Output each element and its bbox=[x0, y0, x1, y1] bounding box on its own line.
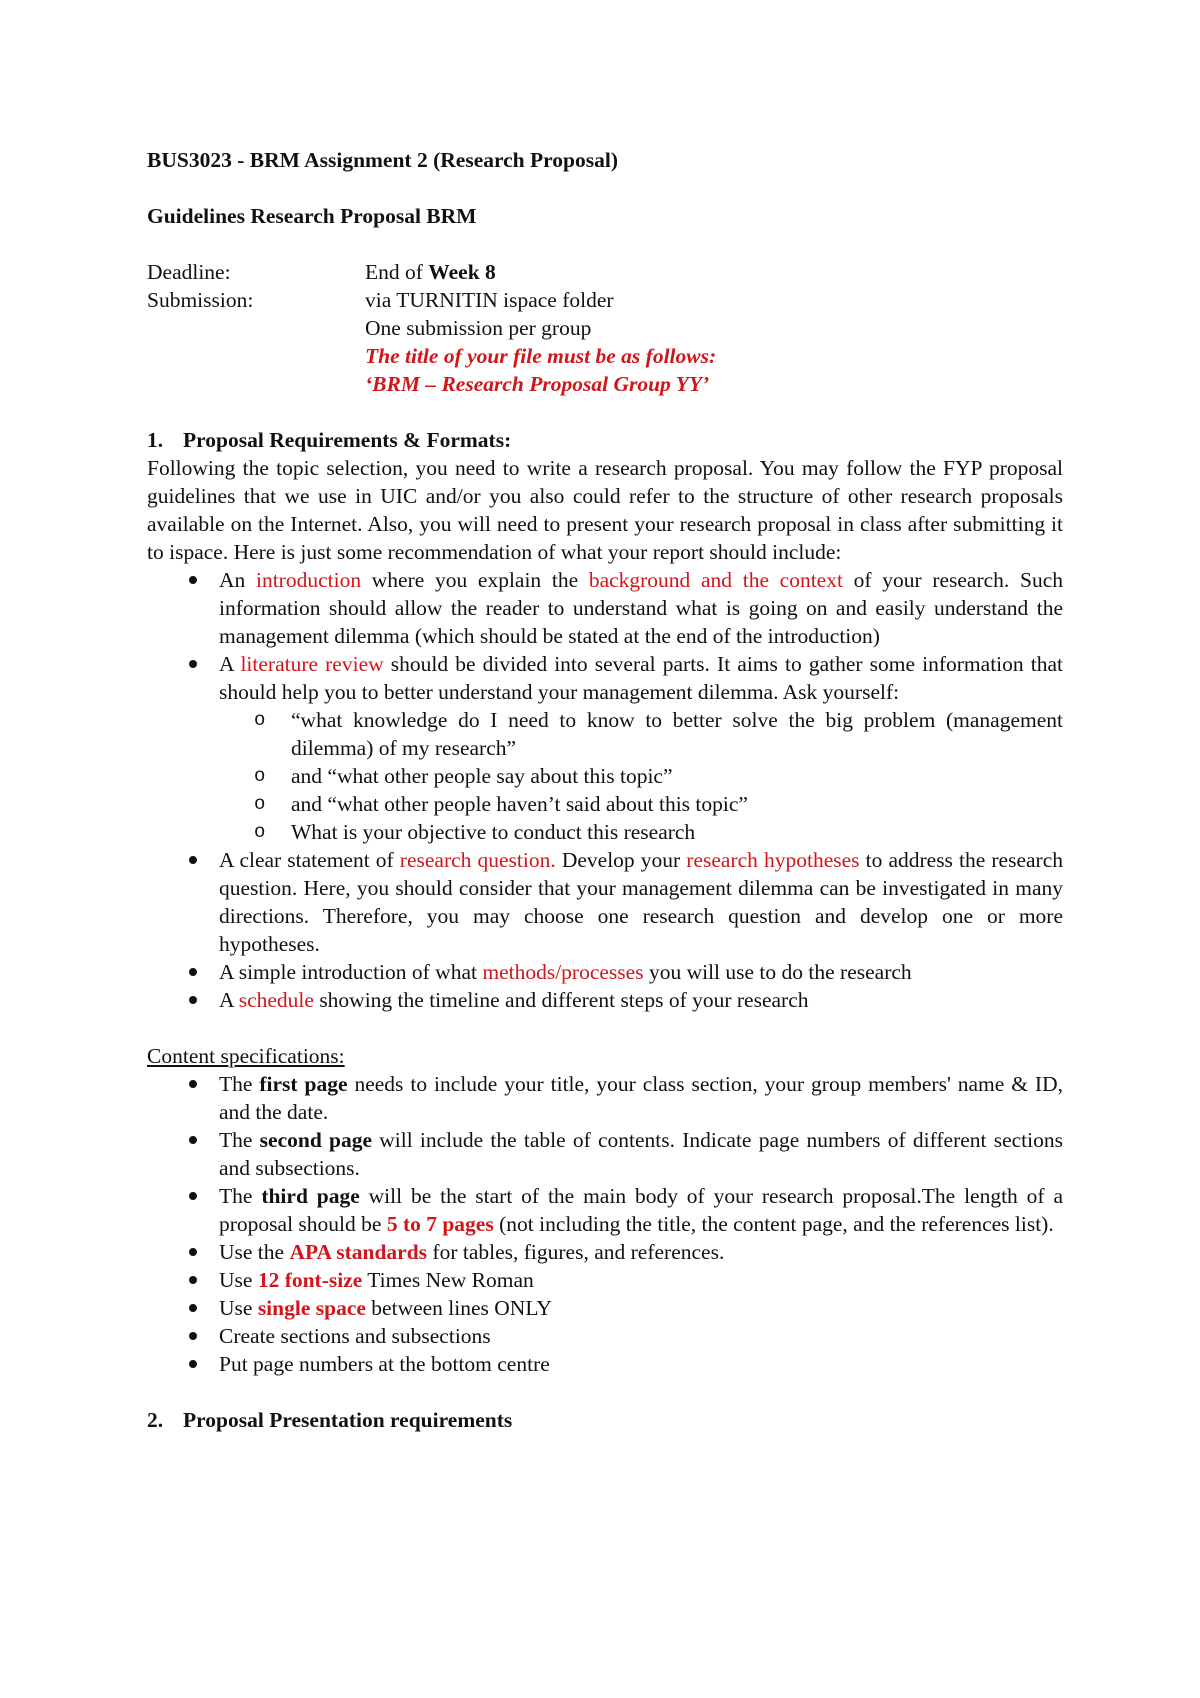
document-body bbox=[147, 146, 1063, 1434]
sub-list bbox=[219, 706, 1063, 846]
deadline-value: End of Week 8 bbox=[365, 260, 496, 284]
section-1-heading: 1. Proposal Requirements & Formats: bbox=[147, 428, 512, 452]
sub-list-item: o and “what other people say about this topic” bbox=[147, 762, 1063, 790]
requirements-list bbox=[147, 566, 1063, 1014]
list-item: The third page will be the start of the main body of your research proposal.The length of a proposal should be 5 to 7 pages (not including the title, the content page, and the references list). bbox=[147, 1182, 1063, 1238]
list-item: Use single space between lines ONLY bbox=[147, 1294, 1063, 1322]
deadline-label: Deadline: bbox=[147, 260, 231, 284]
document-title: BUS3023 - BRM Assignment 2 (Research Proposal) bbox=[147, 148, 619, 172]
list-item: The second page will include the table of contents. Indicate page numbers of different sections and subsections. bbox=[147, 1126, 1063, 1182]
list-item: Put page numbers at the bottom centre bbox=[147, 1350, 1063, 1378]
sub-list-item: o and “what other people haven’t said about this topic” bbox=[147, 790, 1063, 818]
list-item: An introduction where you explain the background and the context of your research. Such information should allow the reader to understand what is going on and easily understand the management dilemma (which should be stated at the end of the introduction) bbox=[147, 566, 1063, 650]
list-item: A simple introduction of what methods/processes you will use to do the research bbox=[147, 958, 1063, 986]
list-item: Use 12 font-size Times New Roman bbox=[147, 1266, 1063, 1294]
file-title-instruction: The title of your file must be as follows: bbox=[365, 344, 717, 368]
list-item: A literature review should be divided into several parts. It aims to gather some information that should help you to better understand your management dilemma. Ask yourself: o “what knowledge do I need to know to better solve the big problem (management dilemma) of my research” o and “what other people say about this topic” o and “what other people haven’t said about this topic” o What is your objective to conduct this research bbox=[147, 650, 1063, 846]
list-item: The first page needs to include your title, your class section, your group members' name & ID, and the date. bbox=[147, 1070, 1063, 1126]
submission-value: via TURNITIN ispace folder One submission per group The title of your file must be as follows: ‘BRM – Research Proposal Group YY’ bbox=[365, 286, 1063, 398]
sub-list-item: o What is your objective to conduct this research bbox=[147, 818, 1063, 846]
sub-list-item: o “what knowledge do I need to know to better solve the big problem (management dilemma) of my research” bbox=[147, 706, 1063, 762]
list-item: Use the APA standards for tables, figures, and references. bbox=[147, 1238, 1063, 1266]
submission-label: Submission: bbox=[147, 288, 254, 312]
file-title-format: ‘BRM – Research Proposal Group YY’ bbox=[365, 372, 710, 396]
submission-row bbox=[147, 286, 1063, 398]
list-item: A schedule showing the timeline and different steps of your research bbox=[147, 986, 1063, 1014]
section-1-intro: Following the topic selection, you need to write a research proposal. You may follow the FYP proposal guidelines that we use in UIC and/or you also could refer to the structure of other research proposals available on the Internet. Also, you will need to present your research proposal in class after submitting it to ispace. Here is just some recommendation of what your report should include: bbox=[147, 456, 1063, 564]
deadline-row bbox=[147, 258, 1063, 286]
section-2-heading: 2. Proposal Presentation requirements bbox=[147, 1408, 513, 1432]
list-item: A clear statement of research question. Develop your research hypotheses to address the research question. Here, you should consider that your management dilemma can be investigated in many directions. Therefore, you may choose one research question and develop one or more hypotheses. bbox=[147, 846, 1063, 958]
content-specs-list bbox=[147, 1070, 1063, 1378]
content-specs-heading: Content specifications: bbox=[147, 1044, 345, 1068]
list-item: Create sections and subsections bbox=[147, 1322, 1063, 1350]
document-subtitle: Guidelines Research Proposal BRM bbox=[147, 204, 477, 228]
